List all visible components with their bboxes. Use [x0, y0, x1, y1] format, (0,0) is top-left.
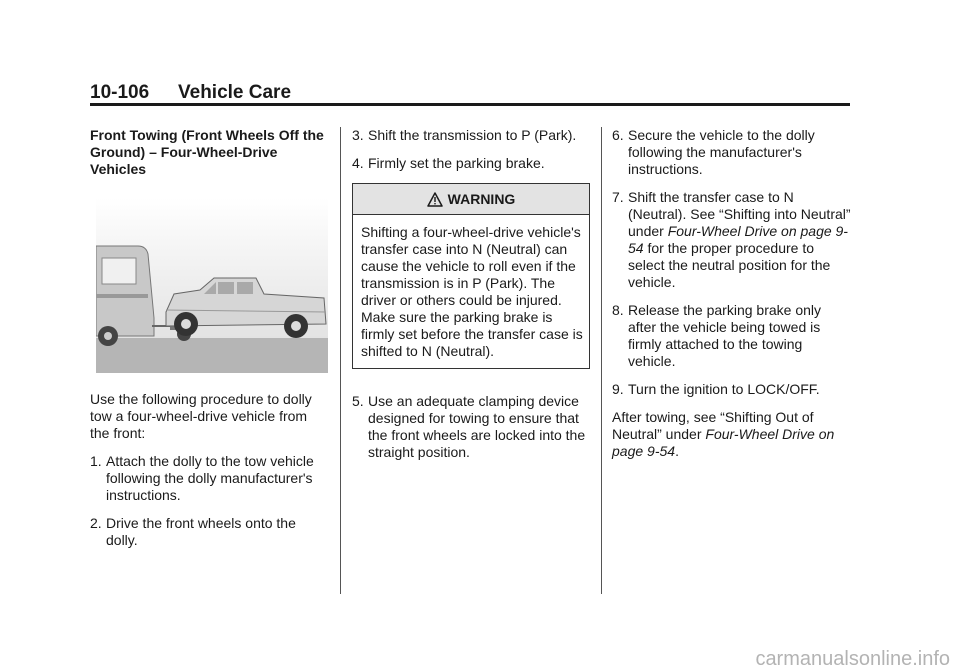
column-1 — [90, 127, 326, 560]
steps-list-col2a — [352, 127, 590, 172]
warning-box — [352, 183, 590, 369]
column-divider-2 — [601, 127, 602, 594]
column-divider-1 — [340, 127, 341, 594]
section-title: Vehicle Care — [178, 82, 292, 103]
cross-reference: Four-Wheel Drive on page 9-54 — [628, 223, 848, 256]
page-number: 10-106 — [90, 82, 150, 103]
dolly-tow-illustration — [96, 198, 328, 373]
list-item: 6. Secure the vehicle to the dolly following the manufacturer's instructions. — [612, 127, 815, 177]
list-item: 4. Firmly set the parking brake. — [352, 155, 545, 171]
warning-text: Shifting a four-wheel-drive vehicle's transfer case into N (Neutral) can cause the vehicle to roll even if the transmission is in P (Park). The driver or others could be injured. Make sure the parking brake is firmly set before the transfer case is shifted to N (Neutral). — [361, 224, 583, 359]
list-item: 8. Release the parking brake only after the vehicle being towed is firmly attached to the towing vehicle. — [612, 302, 822, 369]
column-2 — [352, 127, 590, 472]
subheading: Front Towing (Front Wheels Off the Ground) – Four-Wheel-Drive Vehicles — [90, 127, 324, 177]
steps-list-col3 — [612, 127, 852, 398]
list-item: 9. Turn the ignition to LOCK/OFF. — [612, 381, 820, 397]
steps-list-col2b — [352, 393, 590, 461]
after-towing-text: After towing, see “Shifting Out of Neutral” under Four-Wheel Drive on page 9-54. — [612, 409, 835, 459]
intro-text: Use the following procedure to dolly tow a four-wheel-drive vehicle from the front: — [90, 391, 312, 441]
warning-header — [353, 184, 589, 215]
list-item: 1. Attach the dolly to the tow vehicle following the dolly manufacturer's instructions. — [90, 453, 314, 503]
warning-triangle-icon — [427, 192, 443, 207]
list-item: 7. Shift the transfer case to N (Neutral). See “Shifting into Neutral” under Four-Wheel Drive on page 9-54 for the proper procedure to select the neutral position for the vehicle. — [612, 189, 851, 290]
warning-title: WARNING — [447, 190, 516, 207]
list-item: 3. Shift the transmission to P (Park). — [352, 127, 577, 143]
steps-list-col1 — [90, 453, 326, 549]
list-item: 2. Drive the front wheels onto the dolly. — [90, 515, 296, 548]
cross-reference: Four-Wheel Drive on page 9-54 — [612, 426, 835, 459]
watermark: carmanualsonline.info — [755, 648, 950, 670]
list-item: 5. Use an adequate clamping device designed for towing to ensure that the front wheels are locked into the straight position. — [352, 393, 586, 460]
header-rule — [90, 103, 850, 106]
column-3 — [612, 127, 852, 471]
